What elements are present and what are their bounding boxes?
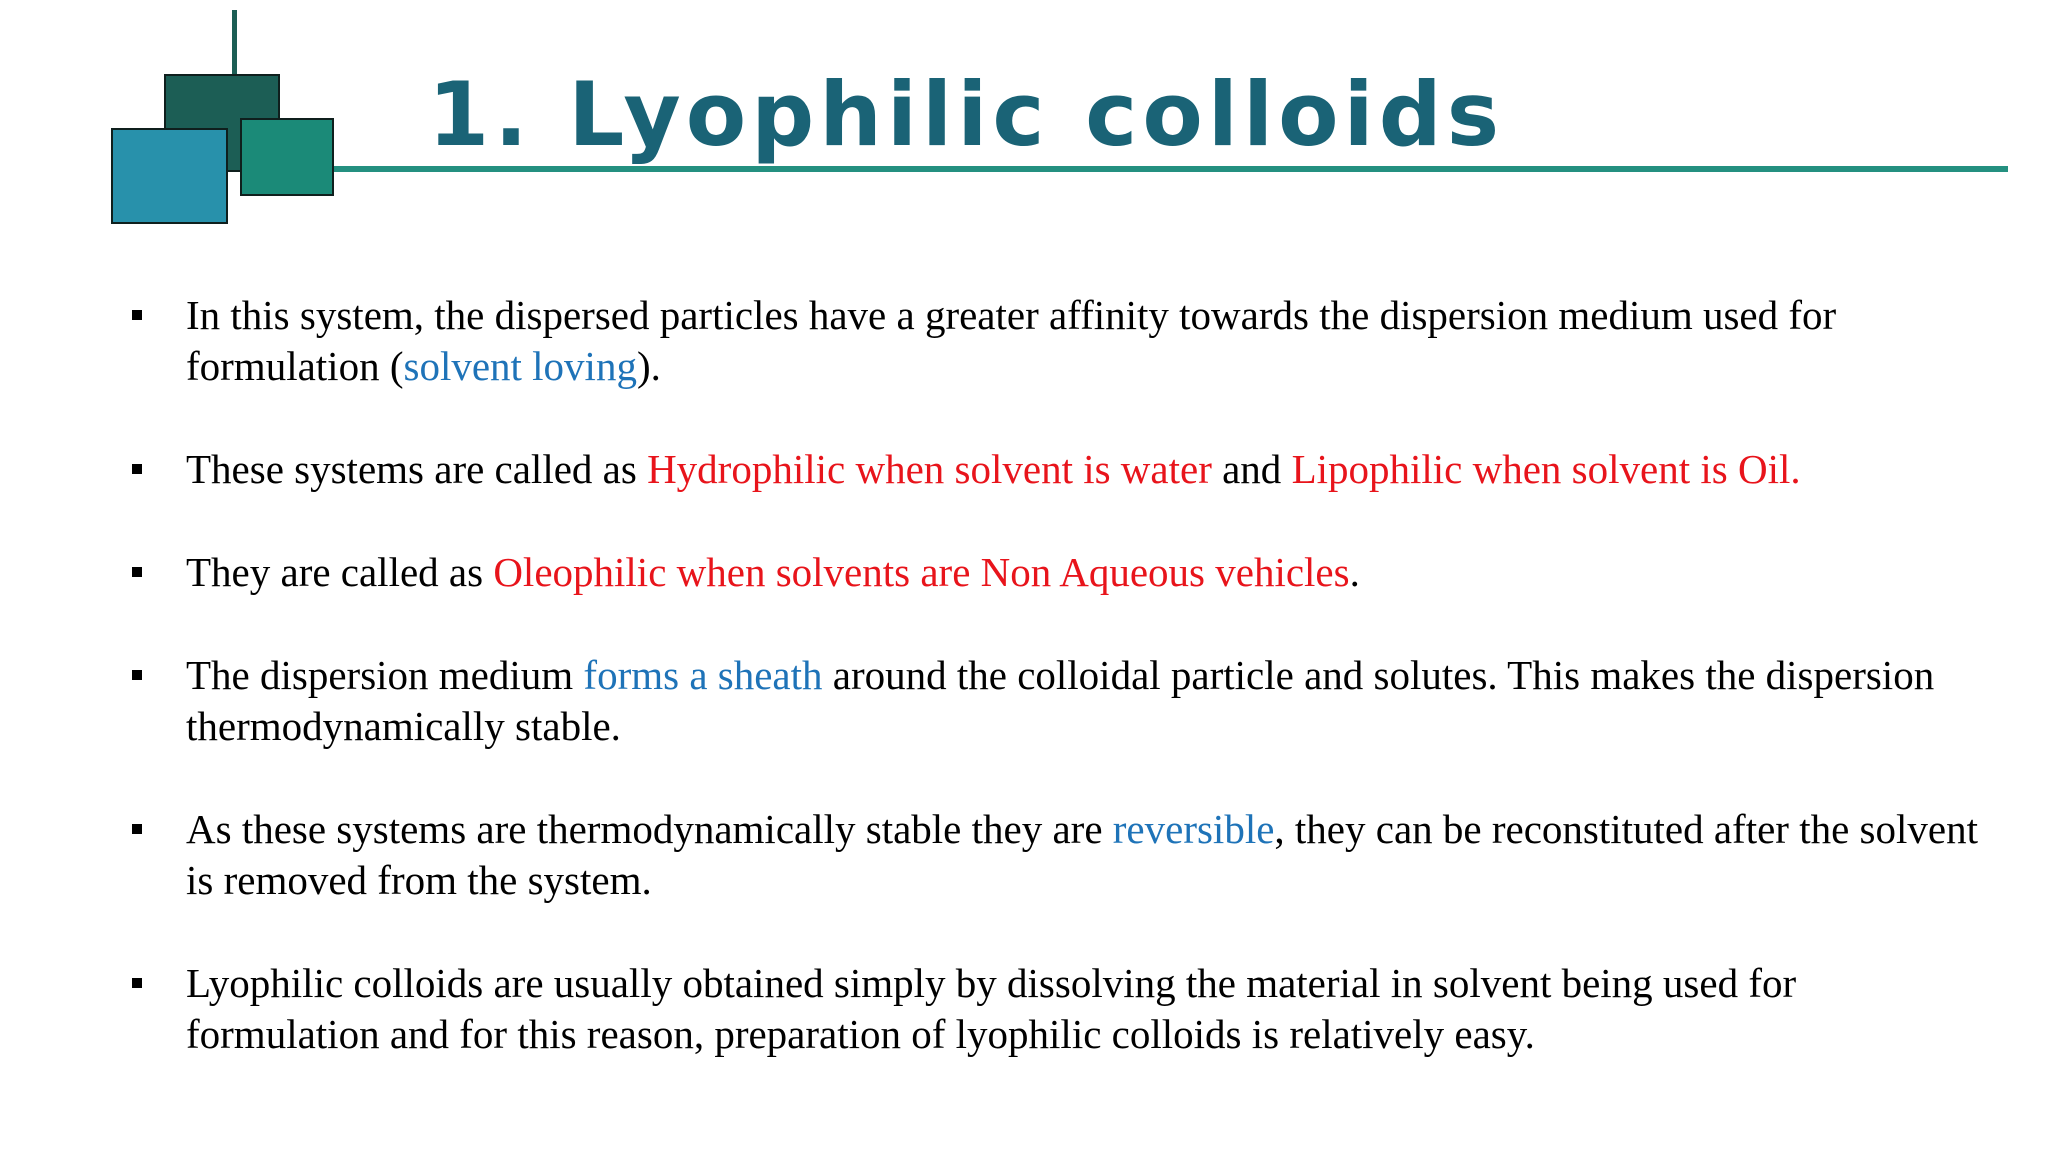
bullet-square-icon bbox=[132, 824, 142, 834]
bullet-text: . bbox=[1349, 549, 1360, 595]
bullet-text: These systems are called as bbox=[186, 446, 648, 492]
logo-blue-square bbox=[111, 128, 228, 224]
bullet-square-icon bbox=[132, 670, 142, 680]
bullet-text: The dispersion medium bbox=[186, 652, 584, 698]
bullet-square-icon bbox=[132, 978, 142, 988]
bullet-item bbox=[120, 547, 1980, 598]
bullet-text: around the colloidal particle and solutes. This makes the dispersion thermodynamically stable. bbox=[186, 652, 1935, 749]
bullet-text: , they can be reconstituted after the solvent is removed from the system. bbox=[186, 806, 1978, 903]
logo-green-square bbox=[240, 118, 334, 196]
highlight-text: solvent loving bbox=[403, 343, 637, 389]
bullet-square-icon bbox=[132, 567, 142, 577]
bullet-item bbox=[120, 958, 1980, 1060]
bullet-text: They are called as bbox=[186, 549, 494, 595]
bullet-text: In this system, the dispersed particles have a greater affinity towards the dispersion medium used for formulation ( bbox=[186, 292, 1837, 389]
highlight-text: forms a sheath bbox=[583, 652, 823, 698]
bullet-text: and bbox=[1211, 446, 1292, 492]
bullet-item bbox=[120, 804, 1980, 906]
bullet-item bbox=[120, 444, 1980, 495]
highlight-text: reversible bbox=[1112, 806, 1275, 852]
highlight-text: Lipophilic when solvent is Oil. bbox=[1291, 446, 1801, 492]
bullet-text: As these systems are thermodynamically stable they are bbox=[186, 806, 1113, 852]
bullet-item bbox=[120, 290, 1980, 392]
bullet-item bbox=[120, 650, 1980, 752]
highlight-text: Oleophilic when solvents are Non Aqueous vehicles bbox=[493, 549, 1350, 595]
bullet-text: Lyophilic colloids are usually obtained simply by dissolving the material in solvent being used for formulation and for this reason, preparation of lyophilic colloids is relatively easy. bbox=[186, 960, 1797, 1057]
bullet-text: ). bbox=[636, 343, 661, 389]
logo-vertical-line bbox=[232, 10, 237, 78]
bullet-square-icon bbox=[132, 464, 142, 474]
bullet-list bbox=[120, 290, 1980, 1112]
highlight-text: Hydrophilic when solvent is water bbox=[647, 446, 1212, 492]
bullet-square-icon bbox=[132, 310, 142, 320]
slide-title: 1. Lyophilic colloids bbox=[428, 63, 1505, 166]
